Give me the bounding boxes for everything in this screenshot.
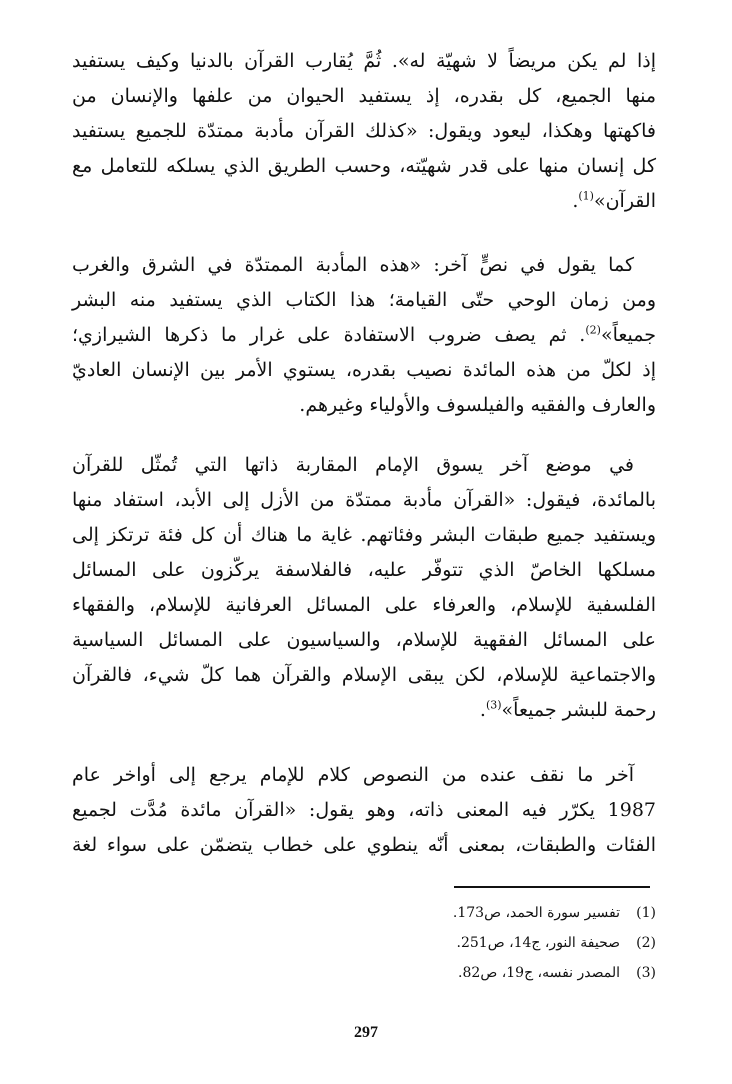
- footnote-ref-3[interactable]: (3): [485, 698, 502, 712]
- paragraph-line: والاجتماعية للإسلام، لكن يبقى الإسلام والقرآن هما كلّ شيء، فالقرآن: [72, 664, 656, 686]
- footnote-number: (1): [636, 905, 656, 921]
- paragraph-line: على المسائل الفقهية للإسلام، والسياسيون على المسائل السياسية: [72, 629, 656, 651]
- footnote-number: (2): [636, 935, 656, 951]
- footnote-item: [300, 958, 656, 988]
- quote-end-text: جميعاً»: [600, 324, 656, 346]
- sentence-end: .: [479, 699, 486, 721]
- footnote-separator: [454, 886, 650, 889]
- paragraph-line: الفئات والطبقات، بمعنى أنّه ينطوي على خطاب يتضمّن على سواء لغة: [72, 834, 656, 856]
- paragraph-line: [72, 184, 656, 219]
- paragraph-line: فاكهتها وهكذا، ليعود ويقول: «كذلك القرآن مأدبة ممتدّة للجميع يستفيد: [72, 120, 656, 142]
- footnote-ref-1[interactable]: (1): [578, 189, 594, 203]
- line-continuation: . ثم يصف ضروب الاستفادة على غرار ما ذكرها الشيرازي؛: [72, 324, 586, 346]
- paragraph-line: منها الجميع، كل بقدره، إذ يستفيد الحيوان من علفها والإنسان من: [72, 85, 656, 107]
- paragraph-line: [72, 318, 656, 353]
- paragraph-line: الفلسفية للإسلام، والعرفاء على المسائل العرفانية للإسلام، والفقهاء: [72, 594, 656, 616]
- page-number: 297: [354, 1024, 378, 1041]
- footnote-ref-2[interactable]: (2): [585, 323, 601, 337]
- quote-end-text: القرآن»: [593, 190, 656, 212]
- paragraph-line: في موضع آخر يسوق الإمام المقاربة ذاتها التي تُمثّل للقرآن: [72, 454, 634, 476]
- paragraph-line: مسلكها الخاصّ الذي تتوفّر عليه، فالفلاسفة يركّزون على المسائل: [72, 559, 656, 581]
- paragraph-line: ويستفيد جميع طبقات البشر وفئاتهم. غاية ما هناك أن كل فئة ترتكز إلى: [72, 524, 656, 546]
- footnote-item: [300, 928, 656, 958]
- paragraph-line: [72, 693, 656, 728]
- paragraph-line: كما يقول في نصٍّ آخر: «هذه المأدبة الممتدّة في الشرق والغرب: [72, 254, 634, 276]
- footnote-text: صحيفة النور، ج14، ص251.: [456, 935, 620, 951]
- paragraph-2: [72, 248, 656, 423]
- paragraph-1: [72, 44, 656, 219]
- paragraph-line: والعارف والفقيه والفيلسوف والأولياء وغيرهم.: [299, 394, 656, 416]
- quote-end-text: رحمة للبشر جميعاً»: [501, 699, 656, 721]
- paragraph-line: بالمائدة، فيقول: «القرآن مأدبة ممتدّة من الأزل إلى الأبد، استفاد منها: [72, 489, 656, 511]
- paragraph-4: [72, 758, 656, 863]
- paragraph-line: آخر ما نقف عنده من النصوص كلام للإمام يرجع إلى أواخر عام: [72, 764, 634, 786]
- paragraph-line: 1987 يكرّر فيه المعنى ذاته، وهو يقول: «القرآن مائدة مُدَّت لجميع: [72, 799, 656, 821]
- footnotes: [300, 898, 656, 988]
- paragraph-line: إذ لكلّ من هذه المائدة نصيب بقدره، يستوي الأمر بين الإنسان العاديّ: [72, 359, 656, 381]
- footnote-text: المصدر نفسه، ج19، ص82.: [458, 965, 620, 981]
- paragraph-line: إذا لم يكن مريضاً لا شهيّة له». ثُمَّ يُقارب القرآن بالدنيا وكيف يستفيد: [72, 50, 656, 72]
- paragraph-line: كل إنسان منها على قدر شهيّته، وحسب الطريق الذي يسلكه للتعامل مع: [72, 155, 656, 177]
- footnote-item: [300, 898, 656, 928]
- paragraph-line: ومن زمان الوحي حتّى القيامة؛ هذا الكتاب الذي يستفيد منه البشر: [72, 289, 656, 311]
- sentence-end: .: [572, 190, 579, 212]
- paragraph-3: [72, 448, 656, 728]
- footnote-text: تفسير سورة الحمد، ص173.: [452, 905, 620, 921]
- footnote-number: (3): [636, 965, 656, 981]
